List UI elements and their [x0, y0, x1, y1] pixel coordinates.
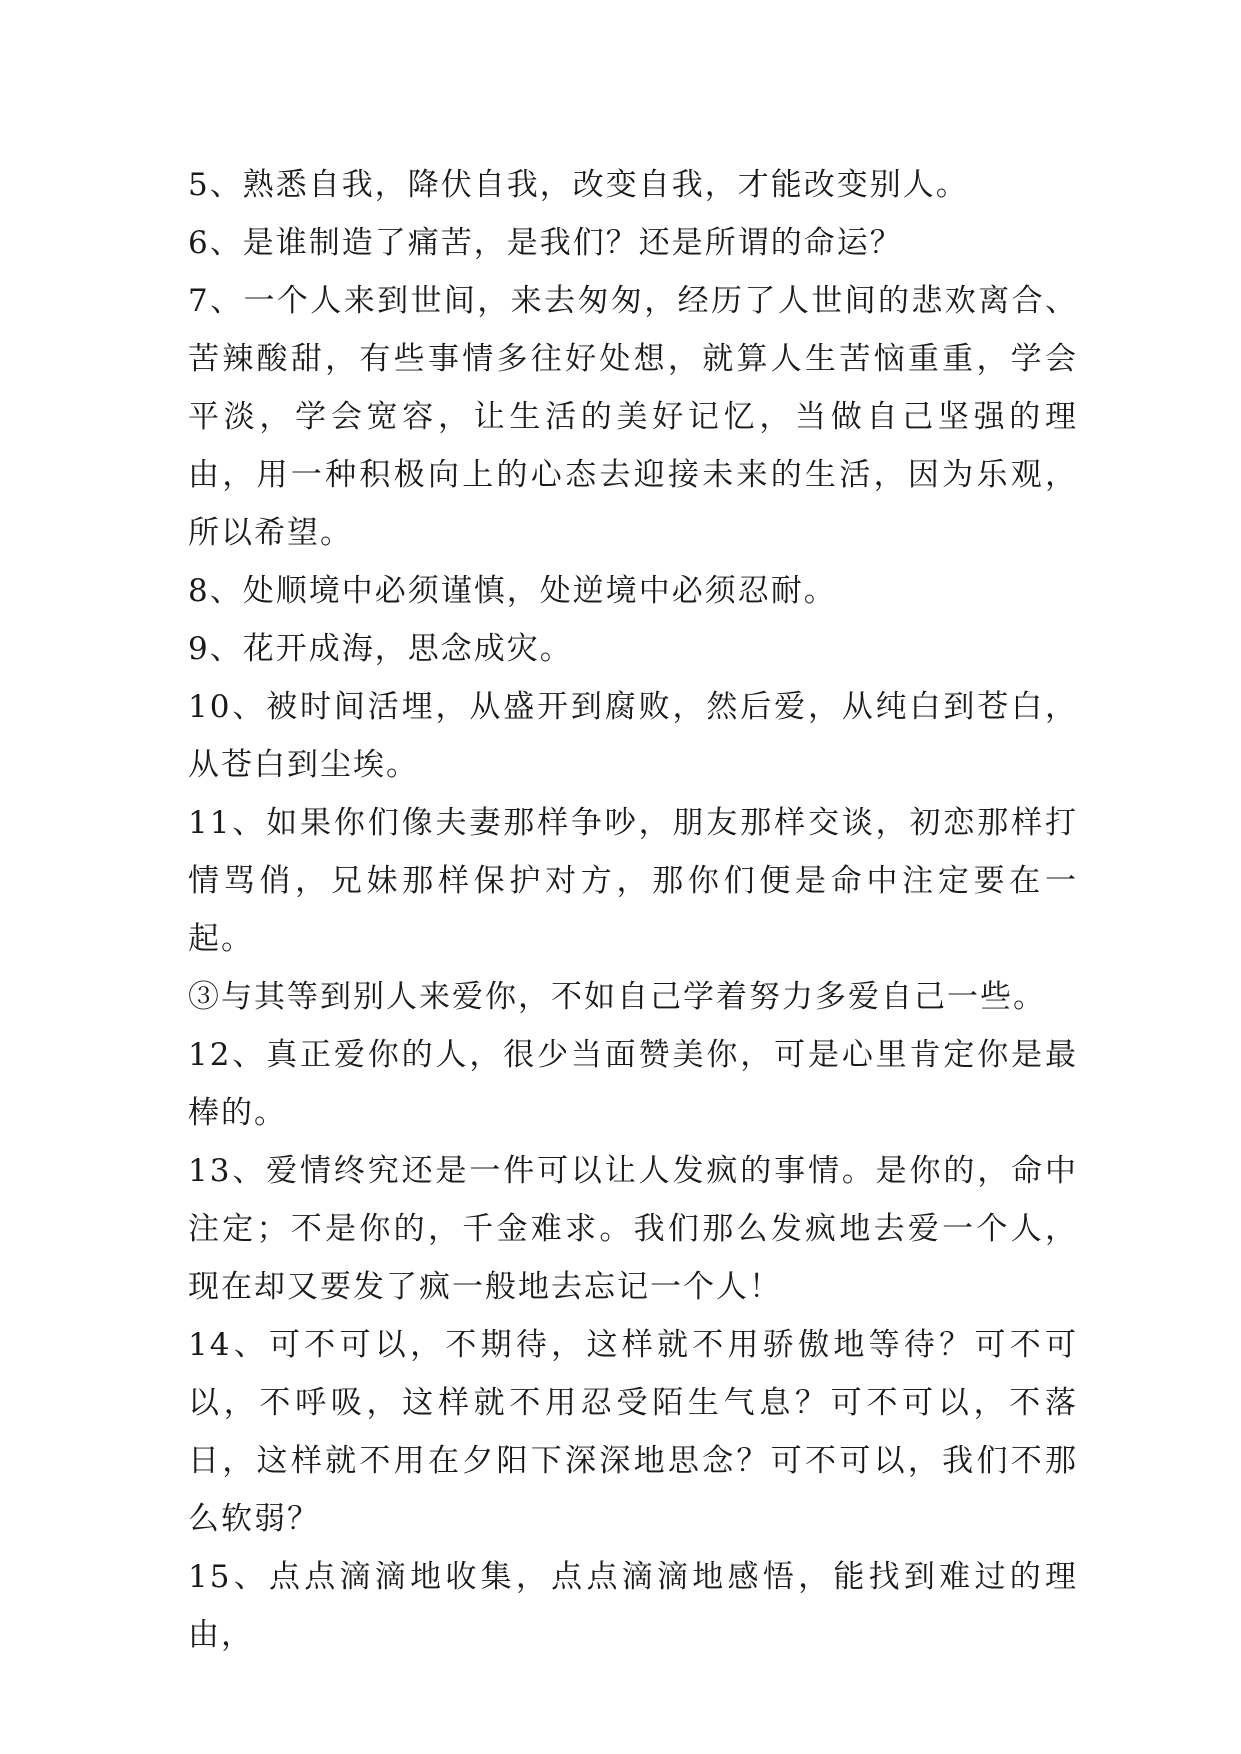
paragraph-12: 12、真正爱你的人，很少当面赞美你，可是心里肯定你是最棒的。: [188, 1037, 1078, 1131]
paragraph-6: 6、是谁制造了痛苦，是我们？还是所谓的命运？: [188, 225, 903, 261]
paragraph-7: 7、一个人来到世间，来去匆匆，经历了人世间的悲欢离合、苦辣酸甜，有些事情多往好处想，就算人生苦恼重重，学会平淡，学会宽容，让生活的美好记忆，当做自己坚强的理由，用一种积极向上的心态去迎接未来的生活，因为乐观，所以希望。: [188, 283, 1078, 551]
paragraph-5: 5、熟悉自我，降伏自我，改变自我，才能改变别人。: [188, 167, 969, 203]
paragraph-circled-3: ③与其等到别人来爱你，不如自己学着努力多爱自己一些。: [188, 979, 1046, 1015]
paragraph-10: 10、被时间活埋，从盛开到腐败，然后爱，从纯白到苍白，从苍白到尘埃。: [188, 689, 1078, 783]
paragraph-14: 14、可不可以，不期待，这样就不用骄傲地等待？可不可以，不呼吸，这样就不用忍受陌生气息？可不可以，不落日，这样就不用在夕阳下深深地思念？可不可以，我们不那么软弱？: [188, 1327, 1078, 1537]
paragraph-8: 8、处顺境中必须谨慎，处逆境中必须忍耐。: [188, 573, 837, 609]
document-body: [188, 156, 1078, 1664]
paragraph-13: 13、爱情终究还是一件可以让人发疯的事情。是你的，命中注定；不是你的，千金难求。我们那么发疯地去爱一个人，现在却又要发了疯一般地去忘记一个人！: [188, 1153, 1078, 1305]
paragraph-9: 9、花开成海，思念成灾。: [188, 631, 573, 667]
paragraph-15: 15、点点滴滴地收集，点点滴滴地感悟，能找到难过的理由，: [188, 1559, 1078, 1653]
paragraph-11: 11、如果你们像夫妻那样争吵，朋友那样交谈，初恋那样打情骂俏，兄妹那样保护对方，那你们便是命中注定要在一起。: [188, 805, 1078, 957]
